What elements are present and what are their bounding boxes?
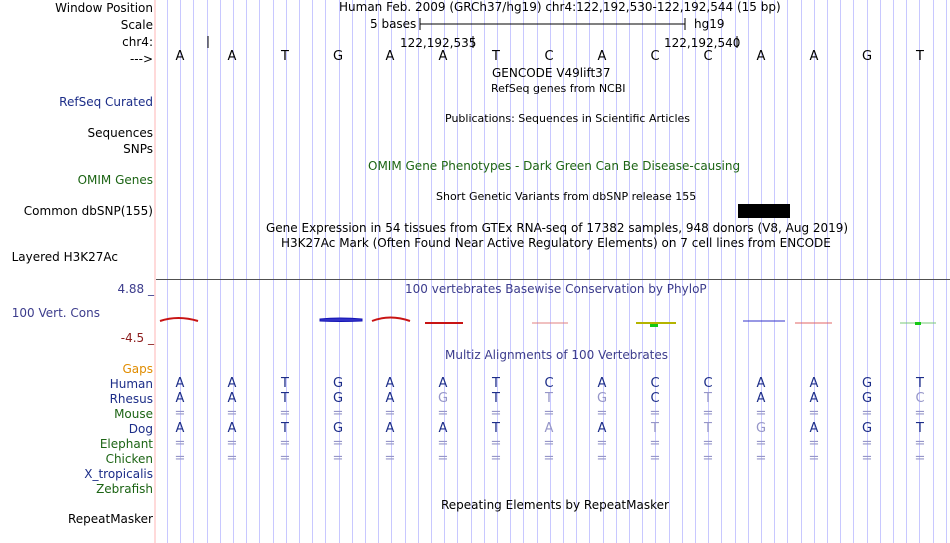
phylop-title: 100 vertebrates Basewise Conservation by PhyloP bbox=[405, 282, 707, 296]
sequence-base: T bbox=[492, 49, 500, 64]
alignment-base: = bbox=[279, 406, 291, 421]
strand-label: ---> bbox=[129, 52, 153, 66]
sequence-base: A bbox=[227, 49, 237, 64]
phylop-signal bbox=[0, 300, 950, 340]
section-divider bbox=[156, 279, 950, 280]
alignment-base: A bbox=[756, 391, 766, 406]
alignment-base: G bbox=[332, 421, 344, 436]
chrom-label: chr4: bbox=[122, 35, 153, 49]
alignment-base: A bbox=[597, 376, 607, 391]
position-left: 122,192,535 bbox=[400, 36, 477, 50]
alignment-base: A bbox=[227, 376, 237, 391]
gtex-title: Gene Expression in 54 tissues from GTEx RNA-seq of 17382 samples, 948 donors (V8, Aug 2019) bbox=[266, 221, 849, 235]
alignment-base: = bbox=[384, 436, 396, 451]
alignment-base: = bbox=[226, 406, 238, 421]
alignment-base: = bbox=[702, 406, 714, 421]
scale-text: 5 bases bbox=[370, 17, 417, 31]
alignment-base: A bbox=[385, 421, 395, 436]
alignment-base: = bbox=[596, 436, 608, 451]
alignment-base: = bbox=[490, 406, 502, 421]
alignment-base: T bbox=[281, 376, 289, 391]
alignment-base: = bbox=[808, 436, 820, 451]
alignment-base: G bbox=[755, 421, 767, 436]
track-label-sequences[interactable]: Sequences bbox=[87, 126, 153, 140]
alignment-base: T bbox=[916, 421, 924, 436]
alignment-base: A bbox=[175, 421, 185, 436]
species-label-zebrafish[interactable]: Zebrafish bbox=[96, 482, 153, 496]
alignment-base: G bbox=[596, 391, 608, 406]
sequence-base: A bbox=[438, 49, 448, 64]
alignment-base: = bbox=[914, 436, 926, 451]
alignment-base: G bbox=[861, 391, 873, 406]
alignment-base: A bbox=[385, 376, 395, 391]
alignment-base: T bbox=[492, 376, 500, 391]
alignment-base: A bbox=[809, 421, 819, 436]
alignment-base: = bbox=[332, 436, 344, 451]
dbsnp-variant-block[interactable] bbox=[738, 204, 790, 218]
alignment-base: = bbox=[279, 451, 291, 466]
alignment-base: = bbox=[543, 406, 555, 421]
alignment-base: = bbox=[755, 451, 767, 466]
alignment-base: T bbox=[281, 391, 289, 406]
alignment-base: = bbox=[279, 436, 291, 451]
alignment-base: A bbox=[227, 421, 237, 436]
alignment-base: A bbox=[227, 391, 237, 406]
alignment-base: G bbox=[332, 391, 344, 406]
alignment-base: = bbox=[226, 451, 238, 466]
species-label-rhesus[interactable]: Rhesus bbox=[109, 392, 153, 406]
alignment-base: = bbox=[490, 451, 502, 466]
alignment-base: = bbox=[649, 436, 661, 451]
alignment-base: A bbox=[175, 376, 185, 391]
alignment-base: A bbox=[756, 376, 766, 391]
track-label-omim[interactable]: OMIM Genes bbox=[77, 173, 153, 187]
alignment-base: T bbox=[651, 421, 659, 436]
gencode-title: GENCODE V49lift37 bbox=[492, 66, 611, 80]
alignment-base: T bbox=[545, 391, 553, 406]
alignment-base: A bbox=[175, 391, 185, 406]
alignment-base: = bbox=[808, 406, 820, 421]
sequence-base: T bbox=[281, 49, 289, 64]
scale-db: hg19 bbox=[694, 17, 725, 31]
track-label-gaps[interactable]: Gaps bbox=[122, 362, 153, 376]
alignment-base: T bbox=[704, 421, 712, 436]
alignment-base: T bbox=[704, 391, 712, 406]
alignment-base: = bbox=[914, 451, 926, 466]
alignment-base: T bbox=[492, 421, 500, 436]
alignment-base: A bbox=[809, 391, 819, 406]
alignment-base: G bbox=[332, 376, 344, 391]
alignment-base: G bbox=[861, 421, 873, 436]
alignment-base: = bbox=[174, 406, 186, 421]
alignment-base: = bbox=[914, 406, 926, 421]
alignment-base: = bbox=[226, 436, 238, 451]
phylop-min-label: -4.5 _ bbox=[120, 331, 154, 345]
alignment-base: C bbox=[544, 376, 554, 391]
alignment-base: C bbox=[650, 376, 660, 391]
alignment-base: A bbox=[597, 421, 607, 436]
alignment-base: = bbox=[174, 451, 186, 466]
alignment-base: = bbox=[702, 451, 714, 466]
sequence-base: G bbox=[861, 49, 873, 64]
alignment-base: A bbox=[385, 391, 395, 406]
alignment-base: A bbox=[438, 376, 448, 391]
scale-label: Scale bbox=[120, 18, 153, 32]
sequence-base: C bbox=[703, 49, 713, 64]
sequence-base: C bbox=[650, 49, 660, 64]
track-label-h3k27ac[interactable]: Layered H3K27Ac bbox=[11, 250, 118, 264]
alignment-base: = bbox=[384, 406, 396, 421]
track-label-dbsnp[interactable]: Common dbSNP(155) bbox=[23, 204, 153, 218]
alignment-base: = bbox=[490, 436, 502, 451]
sequence-base: A bbox=[809, 49, 819, 64]
alignment-base: = bbox=[437, 451, 449, 466]
alignment-base: = bbox=[174, 436, 186, 451]
species-label-elephant[interactable]: Elephant bbox=[99, 437, 153, 451]
alignment-base: A bbox=[809, 376, 819, 391]
position-right: 122,192,540 bbox=[664, 36, 741, 50]
sequence-base: A bbox=[385, 49, 395, 64]
alignment-base: = bbox=[702, 436, 714, 451]
alignment-base: T bbox=[916, 376, 924, 391]
alignment-base: C bbox=[703, 376, 713, 391]
assembly-title: Human Feb. 2009 (GRCh37/hg19) chr4:122,192,530-122,192,544 (15 bp) bbox=[339, 0, 781, 14]
alignment-base: = bbox=[861, 451, 873, 466]
alignment-base: A bbox=[438, 421, 448, 436]
sequence-base: C bbox=[544, 49, 554, 64]
window-position-label: Window Position bbox=[55, 1, 153, 15]
species-label-mouse[interactable]: Mouse bbox=[114, 407, 153, 421]
dbsnp-title: Short Genetic Variants from dbSNP release 155 bbox=[436, 190, 697, 203]
alignment-base: = bbox=[384, 451, 396, 466]
track-label-phylop[interactable]: 100 Vert. Cons bbox=[11, 306, 100, 320]
alignment-base: = bbox=[649, 451, 661, 466]
track-label-refseq[interactable]: RefSeq Curated bbox=[59, 95, 153, 109]
alignment-base: = bbox=[437, 406, 449, 421]
alignment-base: = bbox=[437, 436, 449, 451]
alignment-base: G bbox=[437, 391, 449, 406]
alignment-base: G bbox=[861, 376, 873, 391]
species-label-chicken[interactable]: Chicken bbox=[105, 452, 153, 466]
alignment-base: = bbox=[755, 406, 767, 421]
alignment-base: = bbox=[332, 406, 344, 421]
species-label-dog[interactable]: Dog bbox=[128, 422, 153, 436]
alignment-base: C bbox=[915, 391, 925, 406]
alignment-base: = bbox=[543, 451, 555, 466]
sequence-base: T bbox=[916, 49, 924, 64]
alignment-base: = bbox=[861, 406, 873, 421]
alignment-base: = bbox=[755, 436, 767, 451]
multiz-title: Multiz Alignments of 100 Vertebrates bbox=[445, 348, 669, 362]
sequence-base: A bbox=[597, 49, 607, 64]
h3k27ac-title: H3K27Ac Mark (Often Found Near Active Regulatory Elements) on 7 cell lines from ENCODE bbox=[281, 236, 831, 250]
alignment-base: C bbox=[650, 391, 660, 406]
species-label-human[interactable]: Human bbox=[109, 377, 153, 391]
repeatmasker-title: Repeating Elements by RepeatMasker bbox=[441, 498, 669, 512]
alignment-base: T bbox=[492, 391, 500, 406]
track-label-repeatmasker[interactable]: RepeatMasker bbox=[67, 512, 153, 526]
alignment-base: A bbox=[544, 421, 554, 436]
alignment-base: T bbox=[281, 421, 289, 436]
alignment-base: = bbox=[543, 436, 555, 451]
sequence-base: A bbox=[756, 49, 766, 64]
track-label-snps[interactable]: SNPs bbox=[123, 142, 153, 156]
phylop-max-label: 4.88 _ bbox=[117, 282, 154, 296]
alignment-base: = bbox=[332, 451, 344, 466]
alignment-base: = bbox=[808, 451, 820, 466]
alignment-base: = bbox=[596, 451, 608, 466]
omim-title: OMIM Gene Phenotypes - Dark Green Can Be Disease-causing bbox=[368, 159, 741, 173]
sequence-base: A bbox=[175, 49, 185, 64]
refseq-subtitle: RefSeq genes from NCBI bbox=[491, 82, 626, 95]
alignment-base: = bbox=[649, 406, 661, 421]
alignment-base: = bbox=[861, 436, 873, 451]
sequence-base: G bbox=[332, 49, 344, 64]
publications-title: Publications: Sequences in Scientific Articles bbox=[445, 112, 690, 125]
alignment-base: = bbox=[596, 406, 608, 421]
species-label-x_tropicalis[interactable]: X_tropicalis bbox=[84, 467, 153, 481]
